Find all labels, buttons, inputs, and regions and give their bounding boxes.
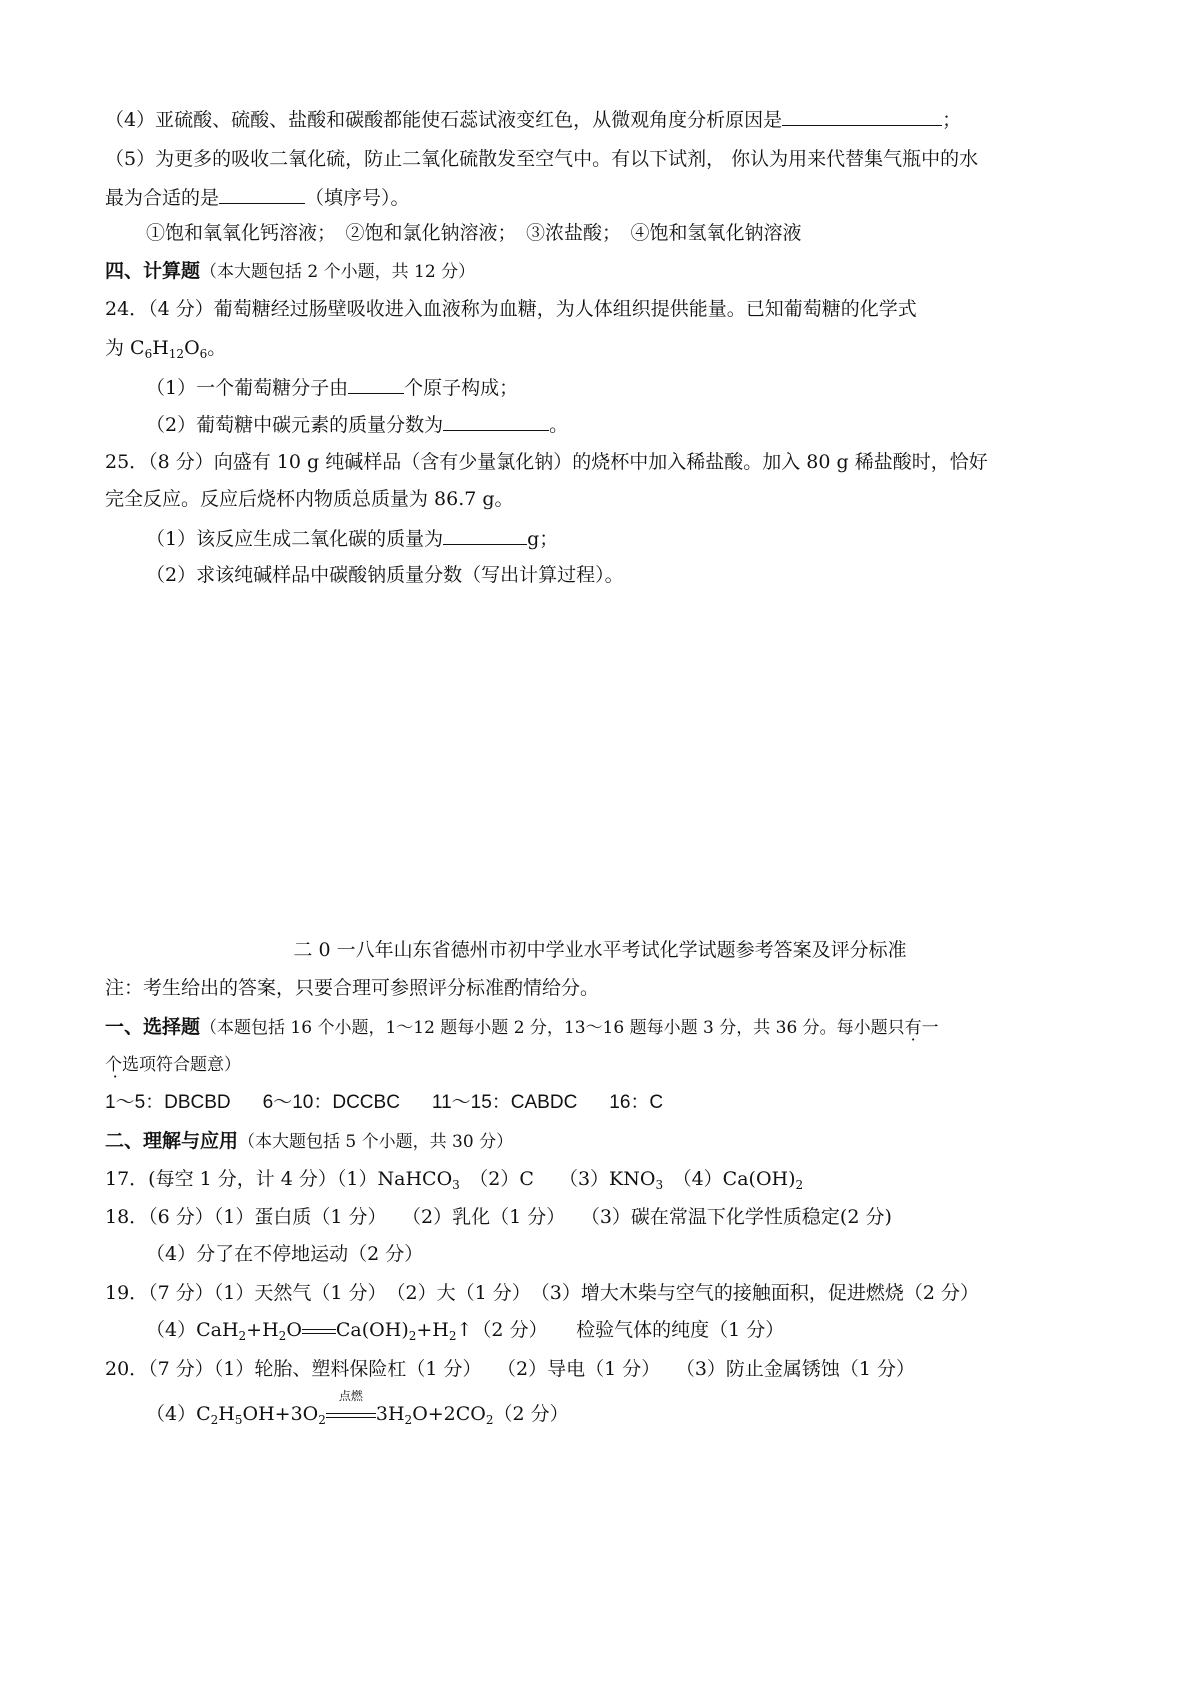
answer-20-line2: $(4)C_2H_5OH+3O_2$ 点燃 $3H_2O+2CO_2(2$ 分） bbox=[146, 1402, 569, 1426]
reaction-condition-label: 点燃 bbox=[338, 1389, 363, 1403]
answer-section1-heading-cont: 个选项符合题意） bbox=[105, 1055, 241, 1075]
q23-part5-line1: （5）为更多的吸收二氧化硫，防止二氧化硫散发至空气中。有以下试剂， 你认为用来代替集气瓶中的水 bbox=[105, 148, 979, 170]
q24-line1: 24．（4 分）葡萄糖经过肠壁吸收进入血液称为血糖，为人体组织提供能量。已知葡萄糖的化学式 bbox=[105, 298, 917, 320]
mc-group: 1～5：DBCBD bbox=[105, 1092, 231, 1113]
answer-17: 17．(每空 1 分，计 4 分）（1）NaHCO$_3$ （2）C $(3)KNO_3$ $(4)Ca(OH)_2$ bbox=[105, 1168, 804, 1192]
q24-part1: （1）一个葡萄糖分子由 个原子构成； bbox=[146, 374, 518, 400]
answer-20-line1: 20．（7 分）（1）轮胎、塑料保险杠（1 分） （2）导电（1 分） （3）防止金属锈蚀（1 分） bbox=[105, 1358, 916, 1380]
q25-part2: （2）求该纯碱样品中碳酸钠质量分数（写出计算过程）。 bbox=[146, 564, 624, 586]
answer-19-line2: $(4)CaH_2+H_2O$ $Ca(OH)_2+H_2↑(2$ 分） 检验气体的纯度（1 分） bbox=[146, 1319, 785, 1343]
answer-key-title: 二 0 一八年山东省德州市初中学业水平考试化学试题参考答案及评分标准 bbox=[293, 939, 907, 961]
answer-section1-heading: 一、选择题（本题包括 16 个小题，1～12 题每小题 2 分，13～16 题每小题 3 分，共 36 分。每小题只有一 bbox=[105, 1016, 939, 1038]
mc-answers bbox=[105, 1091, 663, 1115]
reaction-condition-sign bbox=[326, 1389, 376, 1426]
mc-group: 6～10：DCCBC bbox=[262, 1092, 400, 1113]
q23-part4: （4）亚硫酸、硫酸、盐酸和碳酸都能使石蕊试液变红色，从微观角度分析原因是 ； bbox=[105, 106, 961, 132]
mc-group: 11～15：CABDC bbox=[431, 1092, 578, 1113]
answer-key-note: 注：考生给出的答案，只要合理可参照评分标准酌情给分。 bbox=[105, 977, 600, 999]
answer-blank[interactable] bbox=[219, 184, 305, 204]
q25-line2: 完全反应。反应后烧杯内物质总质量为 86.7 g。 bbox=[105, 488, 514, 510]
answer-19-line1: 19．（7 分）（1）天然气（1 分） （2）大（1 分） （3）增大木柴与空气的接触面积，促进燃烧（2 分） bbox=[105, 1282, 979, 1304]
q23-part5-line2: 最为合适的是 （填序号）。 bbox=[105, 184, 410, 210]
answer-blank[interactable] bbox=[348, 374, 404, 394]
mc-group: 16：C bbox=[609, 1092, 664, 1113]
answer-blank[interactable] bbox=[443, 411, 549, 431]
answer-18-line1: 18．（6 分）（1）蛋白质（1 分） （2）乳化（1 分） （3）碳在常温下化学性质稳定(2 分) bbox=[105, 1206, 892, 1228]
section4-heading: 四、计算题（本大题包括 2 个小题，共 12 分） bbox=[105, 260, 476, 282]
q25-line1: 25．（8 分）向盛有 10 g 纯碱样品（含有少量氯化钠）的烧杯中加入稀盐酸。加入 80 g 稀盐酸时，恰好 bbox=[105, 451, 988, 473]
q24-part2: （2）葡萄糖中碳元素的质量分数为 。 bbox=[146, 411, 568, 437]
q23-part5-options: ①饱和氧氧化钙溶液； ②饱和氯化钠溶液； ③浓盐酸； ④饱和氢氧化钠溶液 bbox=[146, 222, 802, 244]
q24-line2: 为 $C_6H_{12}O_6$。 bbox=[105, 337, 227, 361]
q25-part1: （1）该反应生成二氧化碳的质量为 g； bbox=[146, 525, 558, 551]
answer-blank[interactable] bbox=[443, 525, 527, 545]
answer-section2-heading: 二、理解与应用（本大题包括 5 个小题，共 30 分） bbox=[105, 1130, 514, 1152]
answer-blank[interactable] bbox=[782, 106, 942, 126]
answer-18-line2: （4）分了在不停地运动（2 分） bbox=[146, 1243, 424, 1265]
equals-sign-icon bbox=[302, 1318, 336, 1342]
